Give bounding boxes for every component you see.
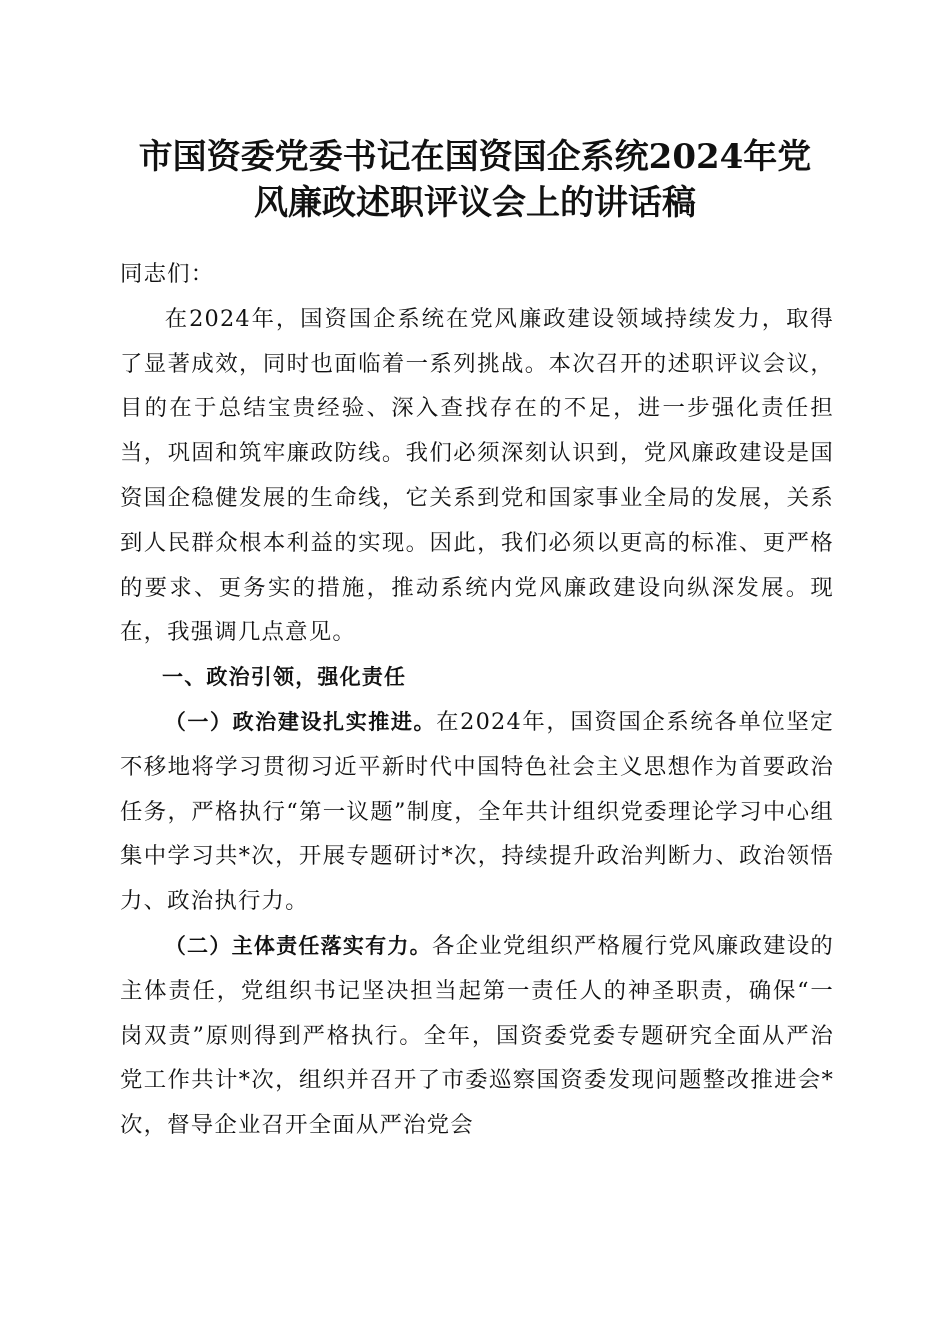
salutation: 同志们： bbox=[120, 261, 215, 287]
intro-paragraph: 在2024年，国资国企系统在党风廉政建设领域持续发力，取得了显著成效，同时也面临着一系列挑战。本次召开的述职评议会议，目的在于总结宝贵经验、深入查找存在的不足，进一步强化责任担当，巩固和筑牢廉政防线。我们必须深刻认识到，党风廉政建设是国资国企稳健发展的生命线，它关系到党和国家事业全局的发展，关系到人民群众根本利益的实现。因此，我们必须以更高的标准、更严格的要求、更务实的措施，推动系统内党风廉政建设向纵深发展。现在，我强调几点意见。 bbox=[120, 305, 834, 646]
subsection-2-heading: （二）主体责任落实有力。 bbox=[164, 933, 432, 958]
document-title bbox=[100, 134, 850, 226]
subsection-2-paragraph bbox=[120, 924, 834, 1148]
title-line-2: 风廉政述职评议会上的讲话稿 bbox=[254, 183, 696, 223]
subsection-2-text: 各企业党组织严格履行党风廉政建设的主体责任，党组织书记坚决担当起第一责任人的神圣职责，确保“一岗双责”原则得到严格执行。全年，国资委党委专题研究全面从严治党工作共计*次，组织并召开了市委巡察国资委发现问题整改推进会*次，督导企业召开全面从严治党会 bbox=[120, 932, 834, 1139]
section-1-heading: 一、政治引领，强化责任 bbox=[162, 665, 407, 690]
subsection-1-text: 在2024年，国资国企系统各单位坚定不移地将学习贯彻习近平新时代中国特色社会主义思想作为首要政治任务，严格执行“第一议题”制度，全年共计组织党委理论学习中心组集中学习共*次，开展专题研讨*次，持续提升政治判断力、政治领悟力、政治执行力。 bbox=[120, 708, 834, 915]
subsection-1-paragraph bbox=[120, 700, 834, 924]
title-line-1: 市国资委党委书记在国资国企系统2024年党 bbox=[138, 137, 812, 177]
subsection-1-heading: （一）政治建设扎实推进。 bbox=[164, 709, 437, 734]
document-body bbox=[120, 252, 834, 1148]
